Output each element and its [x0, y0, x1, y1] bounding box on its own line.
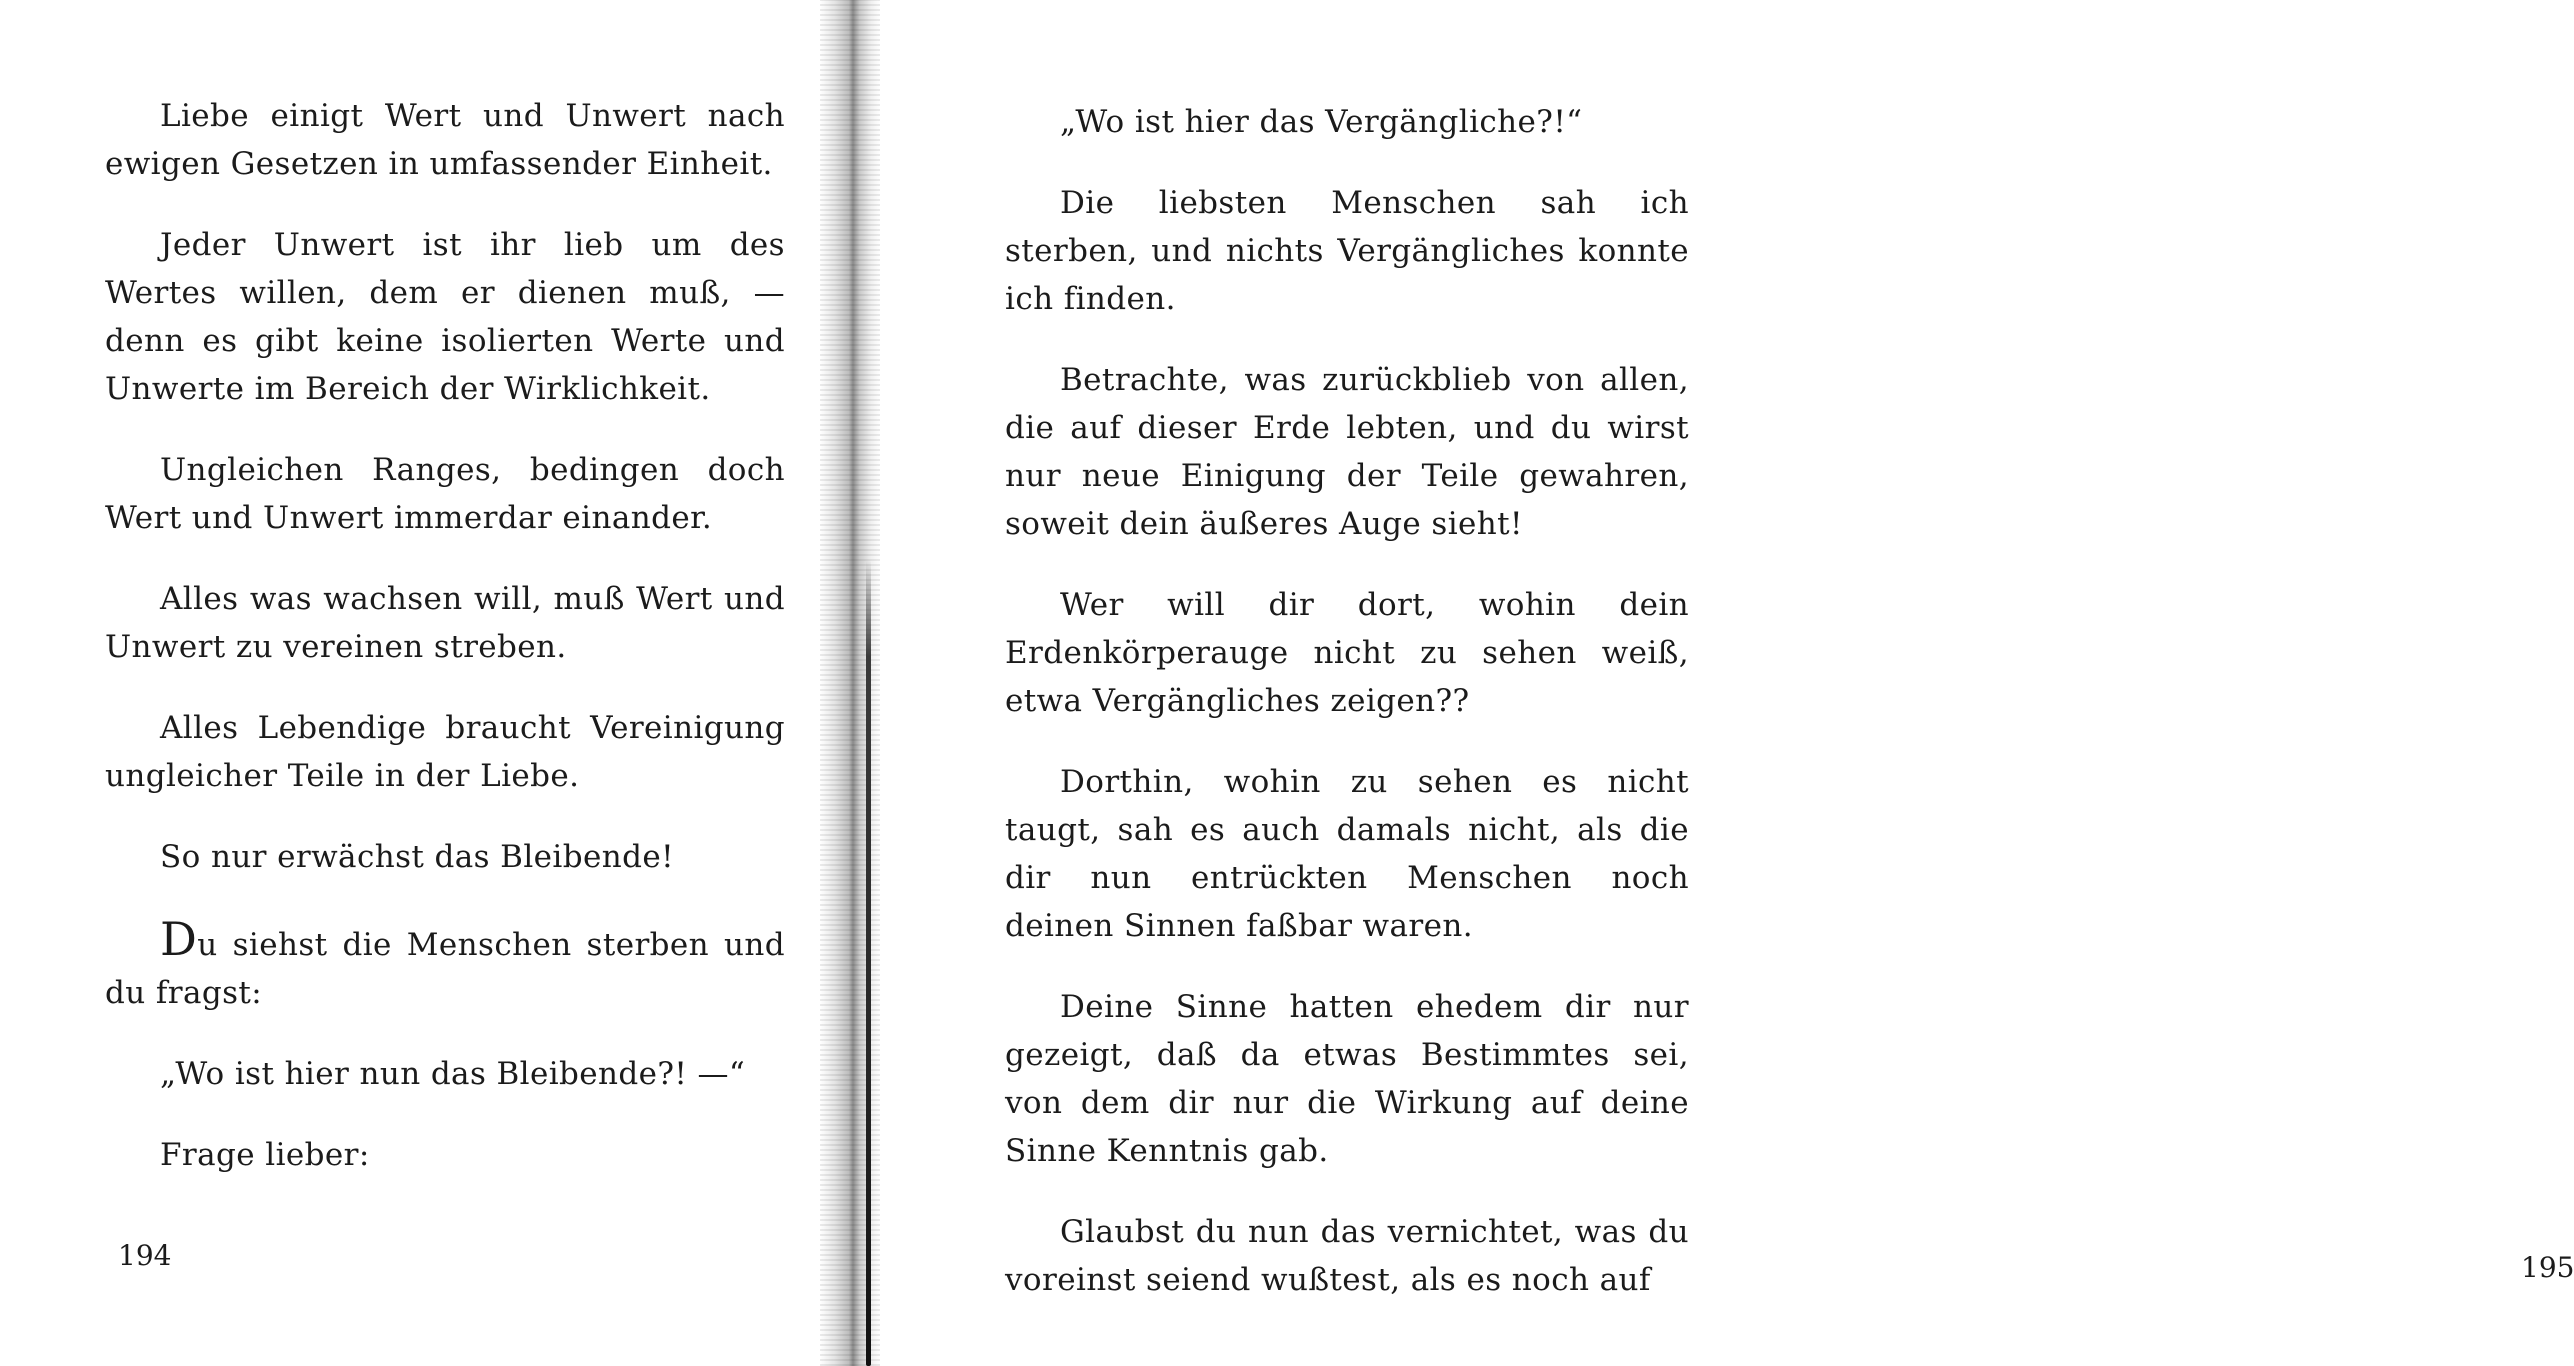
gutter-shadow-line [866, 560, 871, 1366]
paragraph: Wer will dir dort, wohin dein Erdenkörperauge nicht zu sehen weiß, etwa Vergängliches zeigen?? [1005, 587, 1689, 719]
dropcap: D [160, 912, 198, 966]
paragraph: Jeder Unwert ist ihr lieb um des Wertes willen, dem er dienen muß, — denn es gibt keine isolierten Werte und Unwerte im Bereich der Wirklichkeit. [105, 227, 785, 407]
right-page-text [1005, 98, 1689, 1337]
left-page-text [105, 92, 785, 1212]
paragraph: Ungleichen Ranges, bedingen doch Wert und Unwert immerdar einander. [105, 452, 785, 536]
page-number-right: 195 [2521, 1251, 2574, 1284]
section-start-text: u siehst die Menschen sterben und du fragst: [105, 927, 785, 1011]
paragraph: Glaubst du nun das vernichtet, was du voreinst seiend wußtest, als es noch auf [1005, 1214, 1689, 1298]
paragraph: Alles was wachsen will, muß Wert und Unwert zu vereinen streben. [105, 581, 785, 665]
paragraph: Liebe einigt Wert und Unwert nach ewigen Gesetzen in umfassender Einheit. [105, 98, 785, 182]
quote: „Wo ist hier nun das Bleibende?! —“ [160, 1056, 746, 1092]
paragraph: Die liebsten Menschen sah ich sterben, und nichts Vergängliches konnte ich finden. [1005, 185, 1689, 317]
paragraph: Alles Lebendige braucht Vereinigung ungleicher Teile in der Liebe. [105, 710, 785, 794]
left-page [0, 0, 840, 1366]
paragraph: Dorthin, wohin zu sehen es nicht taugt, sah es auch damals nicht, als die dir nun entrückten Menschen noch deinen Sinnen faßbar waren. [1005, 764, 1689, 944]
closing-line: Frage lieber: [160, 1137, 370, 1173]
paragraph: Betrachte, was zurückblieb von allen, die auf dieser Erde lebten, und du wirst nur neue Einigung der Teile gewahren, soweit dein äußeres Auge sieht! [1005, 362, 1689, 542]
section-start-paragraph [105, 912, 785, 1017]
paragraph: So nur erwächst das Bleibende! [160, 839, 674, 875]
paragraph: Deine Sinne hatten ehedem dir nur gezeigt, daß da etwas Bestimmtes sei, von dem dir nur die Wirkung auf deine Sinne Kenntnis gab. [1005, 989, 1689, 1169]
quote: „Wo ist hier das Vergängliche?!“ [1060, 104, 1583, 140]
page-number-left: 194 [118, 1239, 172, 1272]
book-gutter [820, 0, 880, 1366]
